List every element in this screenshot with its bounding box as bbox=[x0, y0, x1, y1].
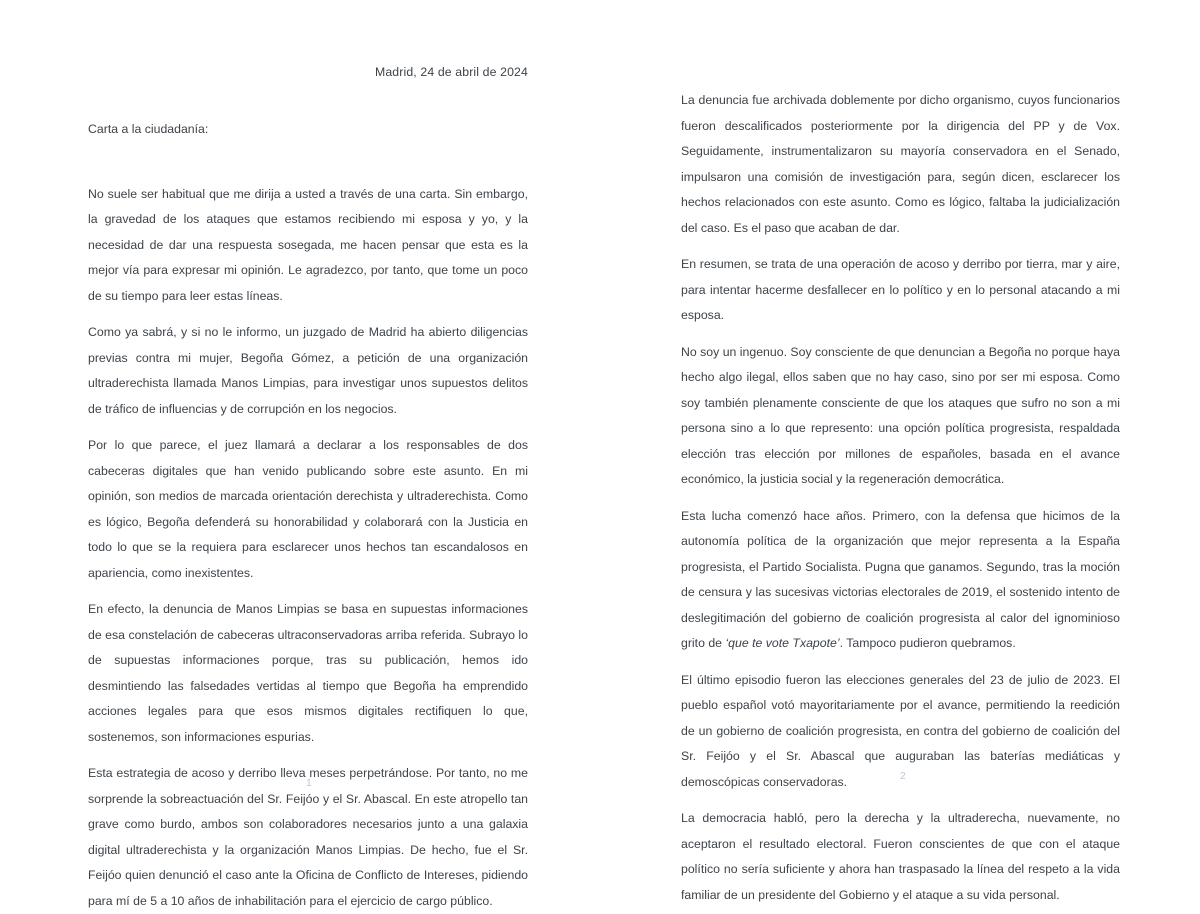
paragraph: En efecto, la denuncia de Manos Limpias se basa en supuestas informaciones de esa constelación de cabeceras ultraconservadoras arriba referida. Subrayo lo de supuestas informaciones porque, tras su publicación, hemos ido desmintiendo las falsedades vertidas al tiempo que Begoña ha emprendido acciones legales para que esos mismos digitales rectifiquen lo que, sostenemos, son informaciones espurias. bbox=[88, 602, 528, 744]
letter-salutation: Carta a la ciudadanía: bbox=[88, 122, 209, 137]
page-number-1: 1 bbox=[306, 778, 312, 789]
paragraph-tail-text: . Tampoco pudieron quebramos. bbox=[839, 636, 1016, 650]
page-2-body bbox=[681, 0, 1120, 908]
paragraph-with-quote bbox=[681, 504, 1120, 657]
paragraph-lead-text: Esta lucha comenzó hace años. Primero, con la defensa que hicimos de la autonomía política de la organización que mejor representa a la España progresista, el Partido Socialista. Pugna que ganamos. Segundo, tras la moción de censura y las sucesivas victorias electorales de 2019, el sostenido intento de deslegitimación del gobierno de coalición progresista al calor del ignominioso grito de bbox=[681, 508, 1120, 650]
paragraph: La denuncia fue archivada doblemente por dicho organismo, cuyos funcionarios fueron descalificados posteriormente por la dirigencia del PP y de Vox. Seguidamente, instrumentalizaron su mayoría conservadora en el Senado, impulsaron una comisión de investigación para, según dicen, esclarecer los hechos relacionados con este asunto. Como es lógico, faltaba la judicialización del caso. Es el paso que acaban de dar. bbox=[681, 93, 1120, 235]
page-number-2: 2 bbox=[900, 771, 906, 782]
document-page-1 bbox=[0, 0, 600, 908]
document-page-2 bbox=[600, 0, 1200, 902]
letter-date: Madrid, 24 de abril de 2024 bbox=[374, 65, 528, 79]
page-1-body bbox=[88, 0, 528, 914]
paragraph: La democracia habló, pero la derecha y la ultraderecha, nuevamente, no aceptaron el resultado electoral. Fueron conscientes de que con el ataque político no sería suficiente y ahora han traspasado la línea del respeto a la vida familiar de un presidente del Gobierno y el ataque a su vida personal. bbox=[681, 811, 1120, 902]
paragraph: En resumen, se trata de una operación de acoso y derribo por tierra, mar y aire, para intentar hacerme desfallecer en lo político y en lo personal atacando a mi esposa. bbox=[681, 257, 1120, 322]
paragraph: No suele ser habitual que me dirija a usted a través de una carta. Sin embargo, la gravedad de los ataques que estamos recibiendo mi esposa y yo, y la necesidad de dar una respuesta sosegada, me hacen pensar que esta es la mejor vía para expresar mi opinión. Le agradezco, por tanto, que tome un poco de su tiempo para leer estas líneas. bbox=[88, 186, 528, 303]
quoted-slogan: ‘que te vote Txapote’ bbox=[725, 636, 840, 650]
paragraph: El último episodio fueron las elecciones generales del 23 de julio de 2023. El pueblo español votó mayoritariamente por el avance, permitiendo la reedición de un gobierno de coalición progresista, en contra del gobierno de coalición del Sr. Feijóo y el Sr. Abascal que auguraban las baterías mediáticas y demoscópicas conservadoras. bbox=[681, 672, 1120, 789]
paragraph: Como ya sabrá, y si no le informo, un juzgado de Madrid ha abierto diligencias previas contra mi mujer, Begoña Gómez, a petición de una organización ultraderechista llamada Manos Limpias, para investigar unos supuestos delitos de tráfico de influencias y de corrupción en los negocios. bbox=[88, 325, 528, 416]
paragraph: No soy un ingenuo. Soy consciente de que denuncian a Begoña no porque haya hecho algo ilegal, ellos saben que no hay caso, sino por ser mi esposa. Como soy también plenamente consciente de que los ataques que sufro no son a mi persona sino a lo que represento: una opción política progresista, respaldada elección tras elección por millones de españoles, basada en el avance económico, la justicia social y la regeneración democrática. bbox=[681, 344, 1120, 486]
paragraph: Esta estrategia de acoso y derribo lleva meses perpetrándose. Por tanto, no me sorprende la sobreactuación del Sr. Feijóo y el Sr. Abascal. En este atropello tan grave como burdo, ambos son colaboradores necesarios junto a una galaxia digital ultraderechista y la organización Manos Limpias. De hecho, fue el Sr. Feijóo quien denunció el caso ante la Oficina de Conflicto de Intereses, pidiendo para mí de 5 a 10 años de inhabilitación para el ejercicio de cargo público. bbox=[88, 766, 528, 908]
paragraph: Por lo que parece, el juez llamará a declarar a los responsables de dos cabeceras digitales que han venido publicando sobre este asunto. En mi opinión, son medios de marcada orientación derechista y ultraderechista. Como es lógico, Begoña defenderá su honorabilidad y colaborará con la Justicia en todo lo que se la requiera para esclarecer unos hechos tan escandalosos en apariencia, como inexistentes. bbox=[88, 438, 528, 580]
